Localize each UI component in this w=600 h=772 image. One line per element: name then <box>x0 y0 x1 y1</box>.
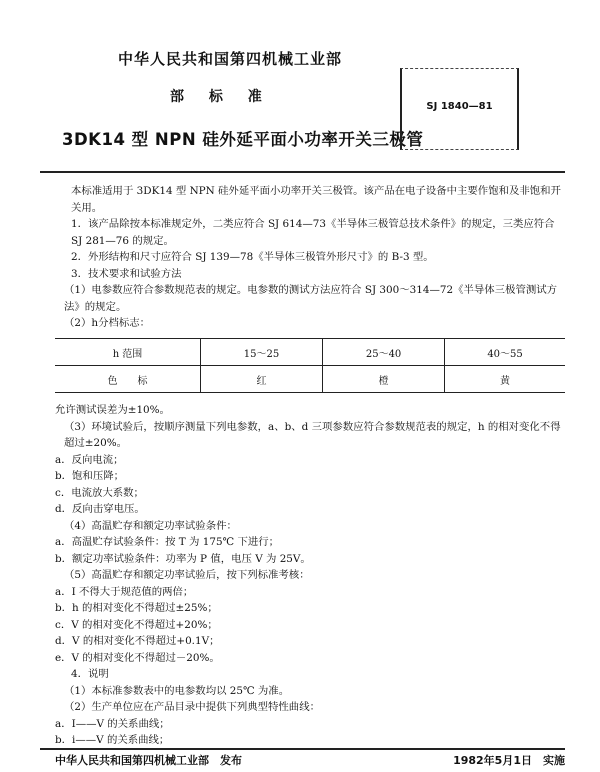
table-cell-range-2: 25～40 <box>323 339 445 366</box>
list-item: d．反向击穿电压。 <box>55 503 145 515</box>
table-row <box>55 366 565 393</box>
footer-date: 1982年5月1日 实施 <box>453 754 565 767</box>
table-color-label: 色 标 <box>55 366 201 393</box>
list-item: b．h 的相对变化不得超过±25%； <box>55 602 218 614</box>
clause-1: 1．该产品除按本标准规定外，二类应符合 SJ 614—73《半导体三极管总技术条件》的规定，三类应符合 SJ 281—76 的规定。 <box>71 218 555 247</box>
standard-code-box <box>400 68 519 150</box>
table-cell-range-1: 15～25 <box>201 339 323 366</box>
clause-3: 3．技术要求和试验方法 <box>71 267 182 280</box>
body-text-continued <box>55 402 565 749</box>
list-item: c．电流放大系数； <box>55 486 144 499</box>
standard-type: 部 标 准 <box>170 89 262 105</box>
clause-4: 4．说明 <box>71 668 109 680</box>
clause-4-1: （1）本标准参数表中的电参数均以 25℃ 为准。 <box>64 684 290 697</box>
list-item: d．V 的相对变化不得超过+0.1V； <box>55 635 220 647</box>
list-item: b．i——V 的关系曲线； <box>55 734 170 746</box>
hfe-color-table <box>55 338 565 393</box>
clause-4-2: （2）生产单位应在产品目录中提供下列典型特性曲线： <box>64 701 320 713</box>
list-item: a．I——V 的关系曲线； <box>55 717 170 730</box>
list-item: b．饱和压降； <box>55 470 124 482</box>
document-title: 3DK14 型 NPN 硅外延平面小功率开关三极管 <box>62 130 424 149</box>
table-cell-color-1: 红 <box>201 366 323 393</box>
list-item: a．I 不得大于规范值的两倍； <box>55 585 194 598</box>
tolerance-note: 允许测试误差为±10%。 <box>55 404 170 416</box>
body-text <box>55 183 565 332</box>
ministry-name: 中华人民共和国第四机械工业部 <box>118 50 343 68</box>
intro-paragraph: 本标准适用于 3DK14 型 NPN 硅外延平面小功率开关三极管。该产品在电子设备中主要作饱和及非饱和开关用。 <box>71 185 561 214</box>
list-item: b．额定功率试验条件：功率为 P 值，电压 V 为 25V。 <box>55 552 311 565</box>
clause-3-3: （3）环境试验后，按顺序测量下列电参数，a、b、d 三项参数应符合参数规范表的规定，h 的相对变化不得超过±20%。 <box>64 420 561 449</box>
bottom-rule <box>40 748 565 750</box>
list-item: a．高温贮存试验条件：按 T 为 175℃ 下进行； <box>55 536 280 548</box>
list-item: c．V 的相对变化不得超过+20%； <box>55 618 218 631</box>
standard-code: SJ 1840—81 <box>426 101 493 112</box>
clause-2: 2．外形结构和尺寸应符合 SJ 139—78《半导体三极管外形尺寸》的 B-3 型。 <box>71 251 434 263</box>
list-item: a．反向电流； <box>55 453 124 466</box>
list-item: e．V 的相对变化不得超过－20%。 <box>55 651 220 664</box>
table-cell-color-3: 黄 <box>445 366 565 393</box>
table-cell-range-3: 40～55 <box>445 339 565 366</box>
footer-publisher: 中华人民共和国第四机械工业部 发布 <box>55 754 242 767</box>
clause-3-2: （2）h分档标志： <box>64 317 151 329</box>
clause-3-4: （4）高温贮存和额定功率试验条件： <box>64 519 237 532</box>
clause-3-5: （5）高温贮存和额定功率试验后，按下列标准考核： <box>64 569 310 581</box>
table-header-label: h 范围 <box>55 339 201 366</box>
table-cell-color-2: 橙 <box>323 366 445 393</box>
table-row <box>55 339 565 366</box>
clause-3-1: （1）电参数应符合参数规范表的规定。电参数的测试方法应符合 SJ 300～314—72《半导体三极管测试方法》的规定。 <box>64 284 558 313</box>
top-rule <box>40 171 565 173</box>
